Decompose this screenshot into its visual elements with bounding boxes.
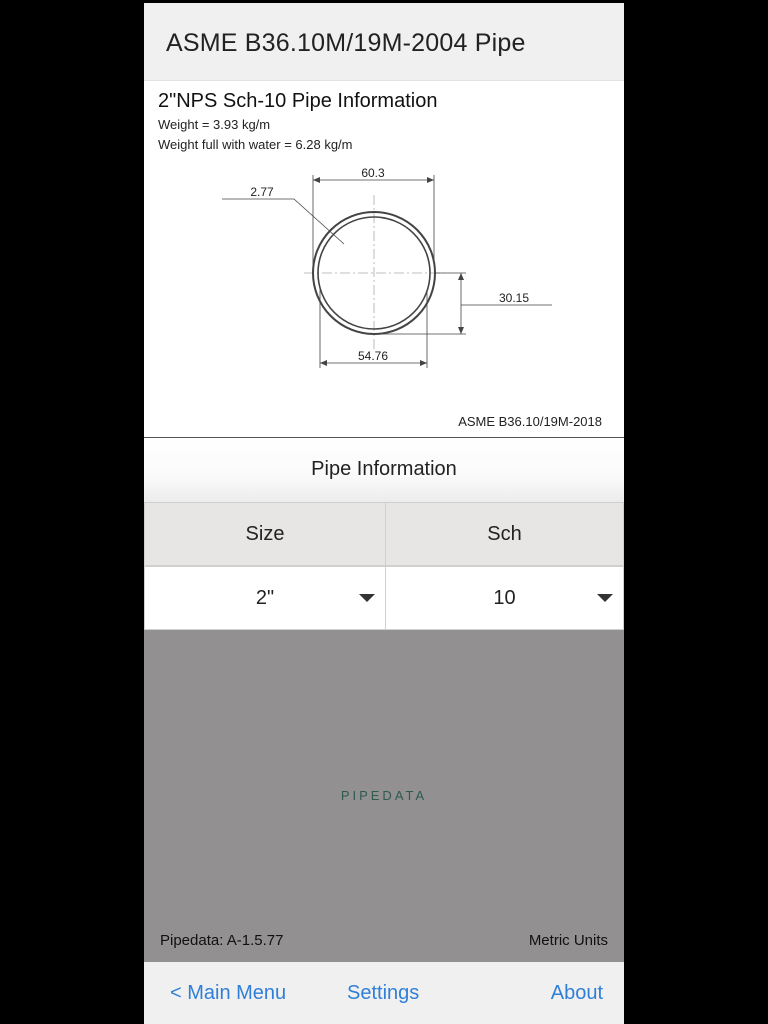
id-label: 54.76 (357, 349, 389, 363)
size-selected-value: 2" (255, 586, 275, 609)
units-text: Metric Units (528, 932, 608, 949)
page-title: ASME B36.10M/19M-2004 Pipe (166, 29, 526, 57)
pipe-cross-section-diagram (144, 0, 624, 440)
wall-leader-line (294, 199, 344, 244)
sch-column-header: Sch (385, 502, 624, 566)
section-title: Pipe Information (311, 458, 457, 480)
app-screen (144, 0, 624, 1024)
chevron-down-icon (359, 594, 375, 602)
standard-label: ASME B36.10/19M-2018 (458, 414, 602, 429)
about-button[interactable]: About (550, 982, 603, 1004)
weight-water-text: Weight full with water = 6.28 kg/m (158, 137, 353, 152)
size-dropdown[interactable] (144, 566, 386, 630)
wall-thickness-label: 2.77 (250, 185, 274, 199)
weight-text: Weight = 3.93 kg/m (158, 117, 271, 132)
radius-label: 30.15 (498, 291, 530, 305)
sch-dropdown[interactable] (385, 566, 624, 630)
pipe-information-header (144, 438, 624, 502)
main-menu-button[interactable]: < Main Menu (170, 982, 287, 1004)
version-text: Pipedata: A-1.5.77 (160, 932, 284, 949)
od-label: 60.3 (361, 166, 385, 180)
chevron-down-icon (597, 594, 613, 602)
size-column-header: Size (144, 502, 386, 566)
bottom-nav-bar (144, 962, 624, 1024)
pipe-info-title: 2"NPS Sch-10 Pipe Information (158, 90, 438, 112)
brand-logo-text: PIPEDATA (340, 788, 428, 803)
ad-banner-area[interactable] (144, 630, 624, 962)
settings-button[interactable]: Settings (347, 982, 420, 1004)
sch-selected-value: 10 (493, 586, 516, 609)
